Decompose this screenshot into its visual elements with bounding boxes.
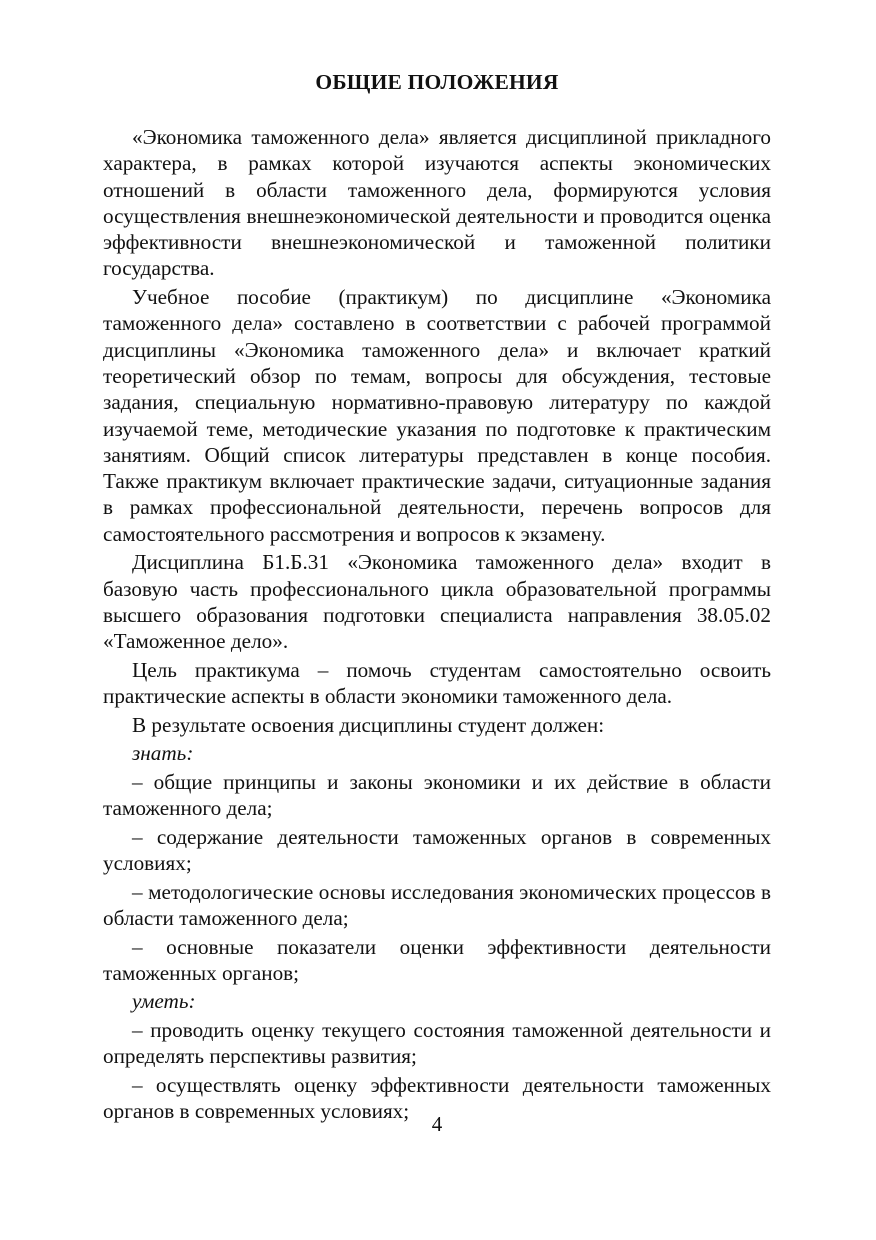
paragraph-intro: «Экономика таможенного дела» является дисциплиной прикладного характера, в рамках которой изучаются аспекты экономических отношений в области таможенного дела, формируются условия осуществления внешнеэкономической деятельности и проводится оценка эффективности внешнеэкономической и таможенной политики государства. <box>103 125 771 281</box>
document-body <box>103 124 771 1125</box>
paragraph-results: В результате освоения дисциплины студент должен: <box>132 712 605 737</box>
can-item: – осуществлять оценку эффективности деятельности таможенных органов в современных условиях; <box>103 1072 771 1124</box>
paragraph-goal: Цель практикума – помочь студентам самостоятельно освоить практические аспекты в области экономики таможенного дела. <box>103 657 771 709</box>
paragraph-manual: Учебное пособие (практикум) по дисциплине «Экономика таможенного дела» составлено в соответствии с рабочей программой дисциплины «Экономика таможенного дела» и включает краткий теоретический обзор по темам, вопросы для обсуждения, тестовые задания, специальную нормативно-правовую литературу по каждой изучаемой теме, методические указания по подготовке к практическим занятиям. Общий список литературы представлен в конце пособия. Также практикум включает практические задачи, ситуационные задания в рамках профессиональной деятельности, перечень вопросов для самостоятельного рассмотрения и вопросов к экзамену. <box>103 285 771 546</box>
know-item: – содержание деятельности таможенных органов в современных условиях; <box>103 824 771 876</box>
know-item: – общие принципы и законы экономики и их действие в области таможенного дела; <box>103 769 771 821</box>
can-label: уметь: <box>132 989 196 1014</box>
know-item: – основные показатели оценки эффективности деятельности таможенных органов; <box>103 934 771 985</box>
page-title: ОБЩИЕ ПОЛОЖЕНИЯ <box>315 70 559 94</box>
page-number: 4 <box>431 1112 443 1136</box>
know-label: знать: <box>132 741 194 766</box>
paragraph-discipline: Дисциплина Б1.Б.31 «Экономика таможенного дела» входит в базовую часть профессионального цикла образовательной программы высшего образования подготовки специалиста направления 38.05.02 «Таможенное дело». <box>103 550 771 654</box>
know-item: – методологические основы исследования экономических процессов в области таможенного дела; <box>103 879 771 930</box>
document-page <box>103 0 771 1240</box>
can-item: – проводить оценку текущего состояния таможенной деятельности и определять перспективы развития; <box>103 1018 771 1069</box>
